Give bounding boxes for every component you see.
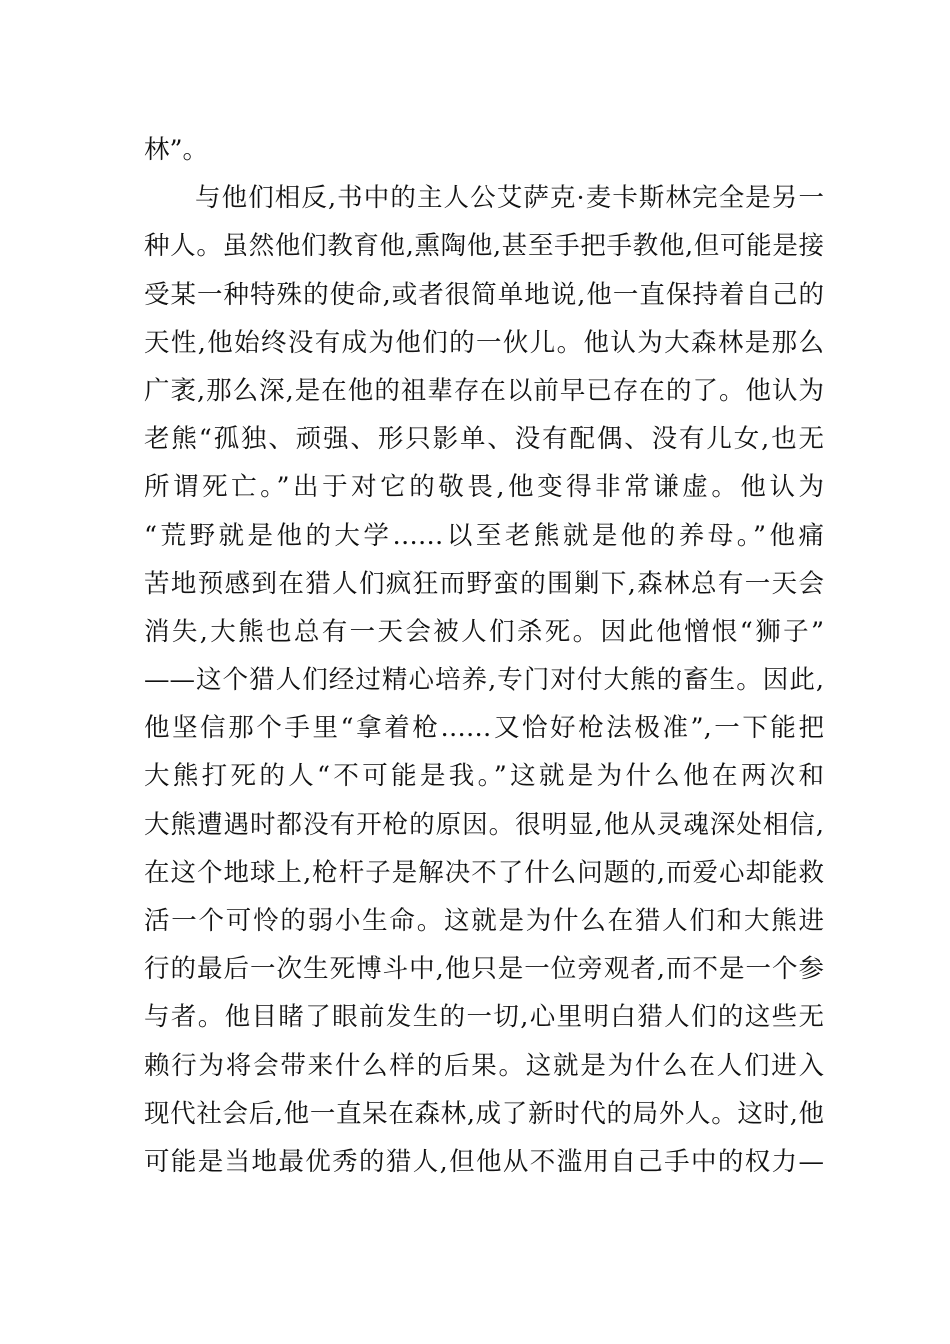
- text-line: 广袤,那么深,是在他的祖辈存在以前早已存在的了。他认为: [144, 375, 824, 406]
- text-line: 老熊“孤独、顽强、形只影单、没有配偶、没有儿女,也无: [144, 424, 824, 455]
- text-line: 他坚信那个手里“拿着枪……又恰好枪法极准”,一下能把: [144, 713, 824, 744]
- text-line: 行的最后一次生死博斗中,他只是一位旁观者,而不是一个参: [144, 954, 824, 985]
- text-line: 现代社会后,他一直呆在森林,成了新时代的局外人。这时,他: [144, 1098, 824, 1129]
- text-line: 与者。他目睹了眼前发生的一切,心里明白猎人们的这些无: [144, 1002, 824, 1033]
- text-line: 可能是当地最优秀的猎人,但他从不滥用自己手中的权力—: [144, 1146, 824, 1177]
- text-line: ——这个猎人们经过精心培养,专门对付大熊的畜生。因此,: [144, 665, 824, 696]
- text-line: 天性,他始终没有成为他们的一伙儿。他认为大森林是那么: [144, 327, 824, 358]
- text-line: 苦地预感到在猎人们疯狂而野蛮的围剿下,森林总有一天会: [144, 568, 824, 599]
- text-line: 在这个地球上,枪杆子是解决不了什么问题的,而爱心却能救: [144, 857, 824, 888]
- text-line: 林”。: [144, 135, 209, 165]
- body-text: [144, 126, 824, 1186]
- text-line: 受某一种特殊的使命,或者很简单地说,他一直保持着自己的: [144, 279, 824, 310]
- text-line: 大熊打死的人“不可能是我。”这就是为什么他在两次和: [144, 761, 824, 792]
- paragraph-first-line: 与他们相反,书中的主人公艾萨克·麦卡斯林完全是另一: [195, 183, 824, 214]
- text-line: 赖行为将会带来什么样的后果。这就是为什么在人们进入: [144, 1050, 824, 1081]
- text-line: 所谓死亡。”出于对它的敬畏,他变得非常谦虚。他认为: [144, 472, 824, 503]
- text-line: 种人。虽然他们教育他,熏陶他,甚至手把手教他,但可能是接: [144, 231, 824, 262]
- text-line: “荒野就是他的大学……以至老熊就是他的养母。”他痛: [144, 520, 824, 551]
- text-line: 活一个可怜的弱小生命。这就是为什么在猎人们和大熊进: [144, 906, 824, 936]
- text-line: 消失,大熊也总有一天会被人们杀死。因此他憎恨“狮子”: [144, 616, 824, 647]
- text-line: 大熊遭遇时都没有开枪的原因。很明显,他从灵魂深处相信,: [144, 809, 824, 840]
